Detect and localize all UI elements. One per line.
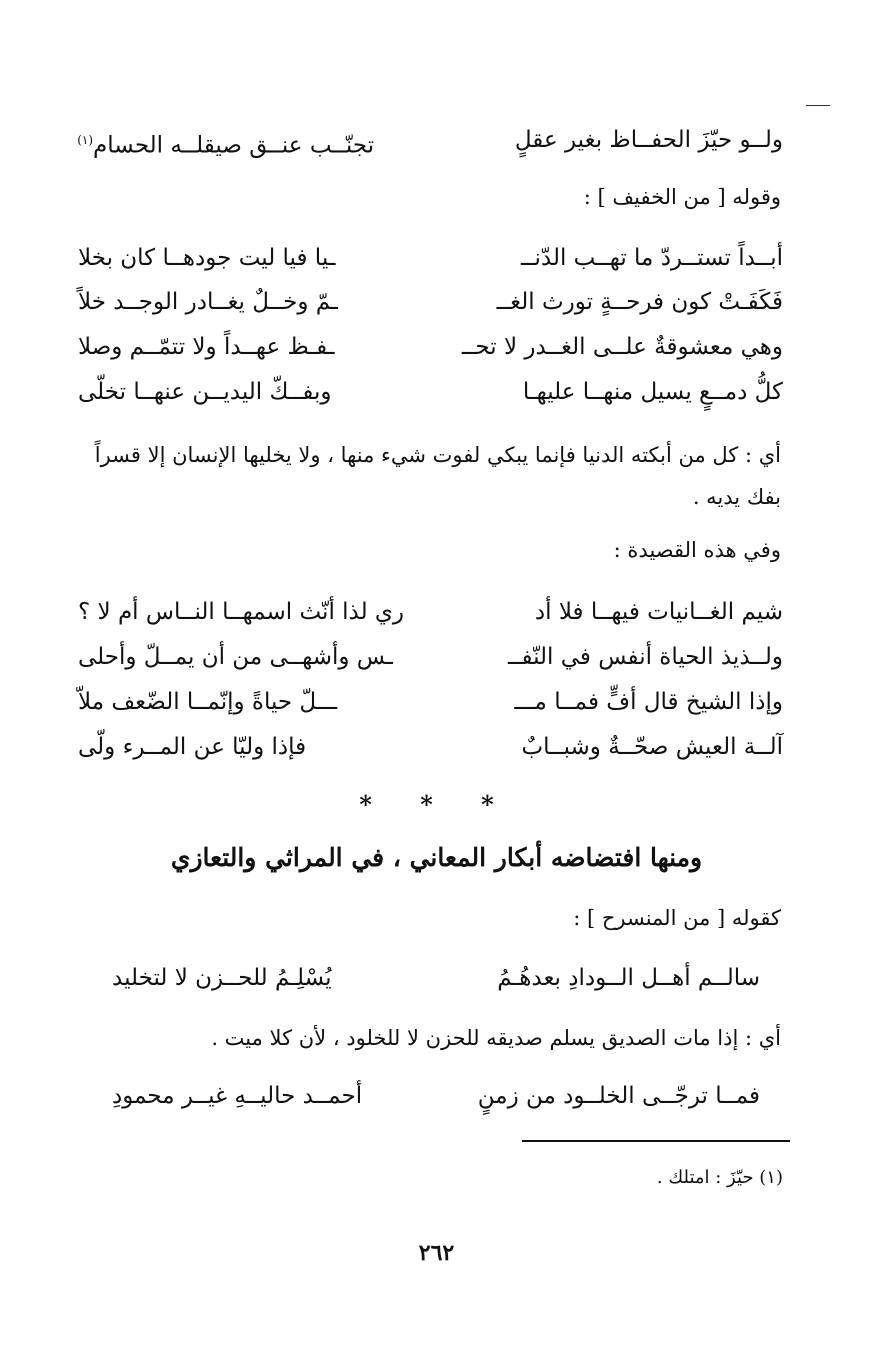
page-number: ٢٦٢ [418,1240,455,1266]
verse-ajz: ـــلّ حياةً وإنّمــا الضّعف ملاّ [78,689,338,715]
verse-line [112,958,760,998]
verse-line [78,637,783,677]
section-separator: * * * [359,790,514,819]
verse-ajz: ـس وأشهــى من أن يمــلّ وأحلى [78,644,393,670]
verse-line [78,727,783,767]
verse-sadr: آلــة العيش صحّــةٌ وشبــابٌ [521,734,783,760]
verse-ajz: ـيا فيا ليت جودهــا كان بخلا [78,245,336,271]
verse-line-intro [78,120,783,160]
section-heading: ومنها افتضاضه أبكار المعاني ، في المراثي والتعازي [170,843,703,872]
intro-line-2: وفي هذه القصيدة : [613,538,781,562]
verse-ajz: ـمّ وخــلٌ يغــادر الوجــد خلاً [78,289,338,315]
verse-ajz: أحمــد حاليــهِ غيــر محمودِ [112,1083,363,1109]
verse-sadr: ولــذيذ الحياة أنفس في النّفــ [508,644,783,670]
verse-line [112,1076,760,1116]
verse-line [78,327,783,367]
verse-line [78,238,783,278]
verse-ajz: يُسْلِـمُ للحــزن لا لتخليد [112,965,332,991]
commentary-1: أي : كل من أبكته الدنيا فإنما يبكي لفوت شيء منها ، ولا يخليها الإنسان إلا قسراً بفك يديه . [94,443,781,509]
intro-line-1: وقوله [ من الخفيف ] : [583,185,781,209]
verse-ajz: فإذا وليّا عن المــرء ولّى [78,734,307,760]
verse-line [78,592,783,632]
verse-ajz: ري لذا أنّث اسمهــا النــاس أم لا ؟ [78,599,405,625]
verse-line [78,282,783,322]
footnote: (١) حيّزَ : امتلك . [656,1167,783,1188]
verse-sadr: سالــم أهــل الــودادِ بعدهُـمُ [497,965,760,991]
commentary-3: أي : إذا مات الصديق يسلم صديقه للحزن لا للخلود ، لأن كلا ميت . [211,1026,781,1050]
verse-sadr: فمــا ترجّــى الخلــود من زمنٍ [477,1083,760,1109]
verse-ajz: تجنّــب عنــق صيقلــه الحسام$^{(١)}$ [77,132,375,159]
verse-sadr: شيم الغــانيات فيهــا فلا أد [534,599,783,625]
verse-line [78,372,783,412]
verse-sadr: وهي معشوقةٌ علــى الغــدر لا تحــ [461,334,783,360]
footnote-divider [522,1140,790,1142]
intro-line-3: كقوله [ من المنسرح ] : [573,906,781,930]
verse-line [78,682,783,722]
verse-ajz: وبفــكّ اليديــن عنهــا تخلّى [78,379,332,405]
footnote-marker[interactable]: (١) [77,133,94,147]
verse-ajz: ـفـظ عهــداً ولا تتمّــم وصلا [78,334,335,360]
verse-sadr: فَكَفَـتْ كون فرحــةٍ تورث الغــ [496,289,783,315]
verse-sadr: كلُّ دمــعٍ يسيل منهــا عليهـا [522,379,783,405]
verse-sadr: أبــداً تستــردّ ما تهــب الدّنــ [521,245,783,271]
margin-mark [806,105,830,106]
verse-sadr: ولــو حيّزَ الحفــاظ بغير عقلٍ [514,127,783,153]
verse-sadr: وإذا الشيخ قال أفٍّ فمــا مـــ [514,689,783,715]
